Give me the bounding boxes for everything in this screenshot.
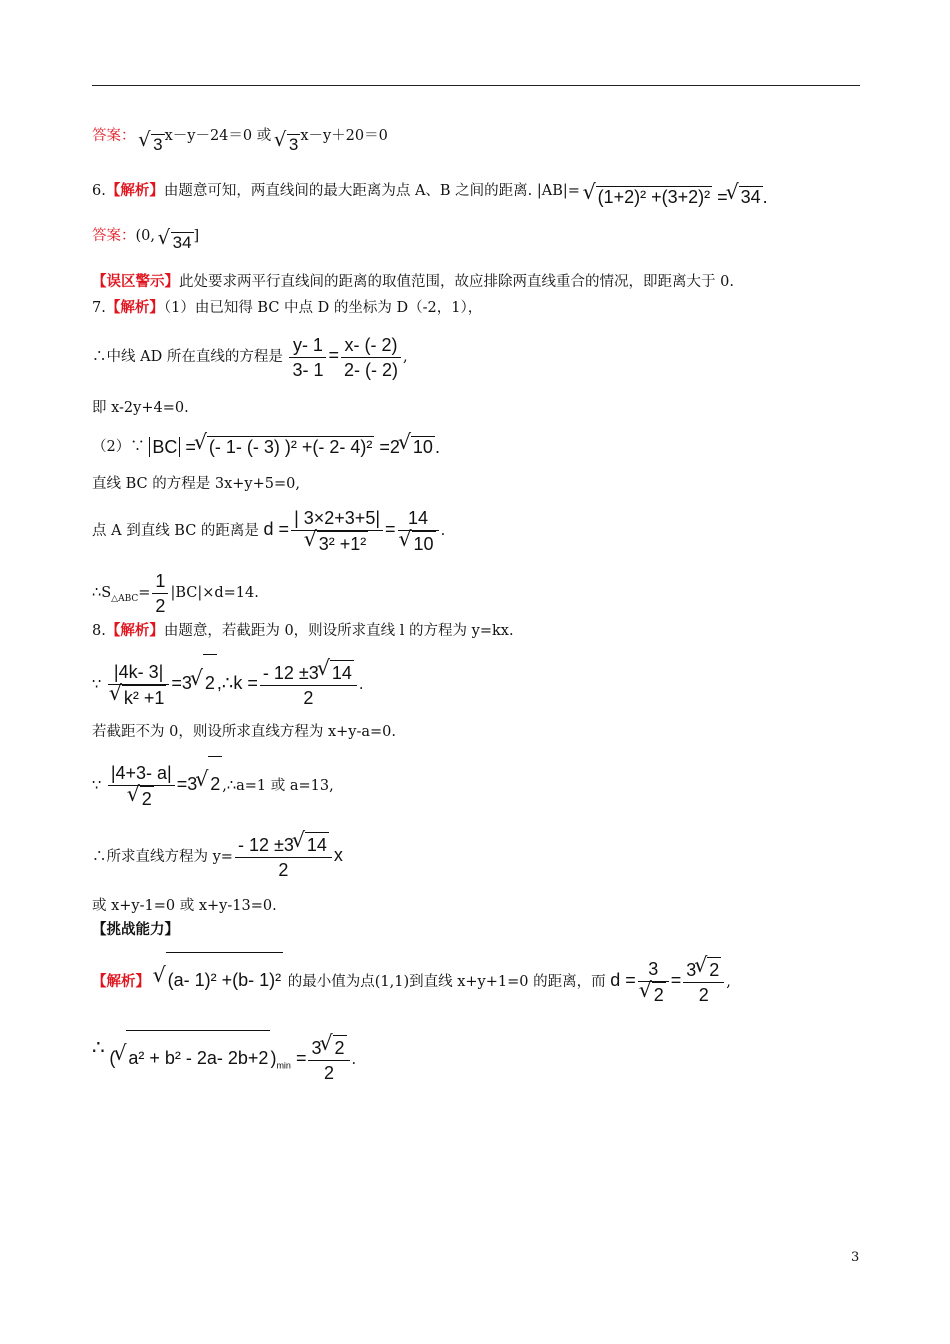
- q8-or-line: [92, 896, 277, 916]
- challenge-heading: [92, 920, 179, 940]
- answer-6-close: ]: [193, 228, 200, 244]
- challenge-expression: (√ a² + b² - 2a- 2b+2 )$_{min}$ =: [109, 1048, 306, 1068]
- q8-text: 由题意，若截距为 0，则设所求直线 l 的方程为 y=kx.: [163, 623, 514, 639]
- q7-fraction-1: $\frac{y- 1}{3- 1}$: [289, 333, 326, 382]
- challenge-text-2: 的最小值为点(1,1)到直线 x+y+1=0 的距离，而: [287, 974, 606, 990]
- answer-6-line: [92, 224, 200, 252]
- q7-bc-equation: [92, 474, 300, 494]
- q7-fraction-2: $\frac{x- (- 2)}{2- (- 2)}$: [341, 333, 401, 382]
- q7-d: d =: [263, 519, 290, 539]
- q7-distance-line: 点 A 到直线 BC 的距离是 d = | 3×2+3+5| √ 3² +1² = 14 √ 10 .: [92, 502, 445, 558]
- q7-text: （1）由已知得 BC 中点 D 的坐标为 D（-2，1），: [163, 300, 483, 316]
- question-8-line: [92, 621, 514, 641]
- answer-6-sqrt: √ 34: [160, 233, 194, 252]
- q7-area-sub: △ABC: [111, 593, 139, 604]
- answer-label: 答案：: [92, 128, 136, 144]
- q8-a-fraction: |4+3- a| √ 2: [108, 761, 175, 811]
- q7-comma: ,: [402, 349, 408, 365]
- q8-k-fraction: $\frac{- 12 \pm 3√ 14}{2}$: [260, 660, 357, 710]
- challenge-text: 【挑战能力】: [92, 921, 179, 938]
- challenge-line: 【解析】 √ (a- 1)² +(b- 1)² 的最小值为点(1,1)到直线 x+y+1=0 的距离，而 d = 3 √ 2 = $\frac{3√ 2}{2}$ ,: [92, 952, 731, 1009]
- warning-tag: 【误区警示】: [92, 273, 179, 290]
- because-symbol-2: ∵: [92, 778, 102, 794]
- q8-x: x: [333, 845, 343, 865]
- sqrt-3: √ 3: [140, 135, 164, 154]
- q8-k-line: ∵ |4k- 3| √ k² +1 =3√ 2 ,∴k = $\frac{- 12 \pm 3√ 14}{2}$ .: [92, 654, 363, 713]
- q8-a-line: ∵ |4+3- a| √ 2 =3√ 2 ,∴a=1 或 a=13,: [92, 756, 334, 813]
- challenge-fraction-1: 3 √ 2: [638, 957, 669, 1007]
- q8-or-text: 或 x+y-1=0 或 x+y-13=0.: [92, 898, 277, 914]
- question-6-line: [92, 178, 768, 207]
- header-rule: [92, 85, 860, 86]
- answer-label-6: 答案：: [92, 228, 136, 244]
- q8-result-line: [92, 828, 343, 884]
- warning-text: 此处要求两平行直线间的距离的取值范围，故应排除两直线重合的情况，即距离大于 0.: [179, 274, 734, 290]
- q8-fraction: |4k- 3| √ k² +1: [108, 660, 170, 710]
- question-7-line: [92, 298, 482, 318]
- q7-distance-fraction: | 3×2+3+5| √ 3² +1²: [291, 506, 383, 556]
- q6-formula: √ (1+2)² +(3+2)² =√ 34 .: [585, 187, 768, 207]
- q6-text: 由题意可知，两直线间的最大距离为点 A、B 之间的距离. |AB|=: [163, 183, 580, 199]
- analysis-tag: 【解析】: [105, 182, 164, 199]
- challenge-fraction-2: $\frac{3√ 2}{2}$: [683, 957, 724, 1007]
- q7-part2: （2）∵: [92, 439, 145, 455]
- q7-number: 7.: [92, 300, 106, 316]
- q7-ad-text: ∴中线 AD 所在直线的方程是: [92, 349, 283, 365]
- answer-5-first: x－y－24＝0 或: [164, 128, 272, 144]
- q7-ji-text: 即 x-2y+4=0.: [92, 400, 189, 416]
- q7-half-fraction: $\frac{1}{2}$: [152, 569, 168, 618]
- answer-6-open: (0,: [135, 228, 155, 244]
- analysis-tag-7: 【解析】: [105, 299, 164, 316]
- q8-result-text: ∴所求直线方程为 y=: [92, 849, 233, 865]
- answer-5-line: [92, 124, 388, 154]
- sqrt-3-b: √ 3: [276, 135, 300, 154]
- q7-ad-line: ∴中线 AD 所在直线的方程是 $\frac{y- 1}{3- 1}$ = $\frac{x- (- 2)}{2- (- 2)}$ ,: [92, 334, 408, 380]
- challenge-radical: √ (a- 1)² +(b- 1)²: [155, 970, 284, 990]
- answer-5-second: x－y＋20＝0: [300, 128, 388, 144]
- q8-nonzero-text: 若截距不为 0，则设所求直线方程为 x+y-a=0.: [92, 724, 396, 740]
- q8-a-result: ,∴a=1 或 a=13,: [222, 778, 334, 794]
- q8-result-fraction: $\frac{- 12 \pm 3√ 14}{2}$: [235, 832, 332, 882]
- warning-line: [92, 272, 734, 292]
- q7-bcline-text: 直线 BC 的方程是 3x+y+5=0,: [92, 476, 300, 492]
- q7-area-rest: |BC|×d=14.: [170, 585, 259, 601]
- q7-bc-formula: BC =√ (- 1- (- 3) )² +(- 2- 4)² =2√ 10 .: [149, 437, 440, 457]
- analysis-tag-8: 【解析】: [105, 622, 164, 639]
- because-symbol: ∵: [92, 677, 102, 693]
- challenge-result-line: ∴ (√ a² + b² - 2a- 2b+2 )$_{min}$ = $\frac{3√ 2}{2}$ .: [92, 1030, 356, 1093]
- q7-area-prefix: ∴S: [92, 585, 112, 601]
- q8-nonzero-line: [92, 722, 396, 742]
- q7-ji-line: [92, 398, 189, 418]
- q7-distance-result: 14 √ 10: [398, 506, 439, 556]
- q7-area-line: [92, 568, 259, 624]
- therefore-symbol: ∴: [92, 1035, 105, 1059]
- challenge-result-fraction: $\frac{3√ 2}{2}$: [308, 1035, 349, 1085]
- q7-bc-line: [92, 434, 440, 457]
- page-number: 3: [851, 1250, 860, 1265]
- analysis-tag-challenge: 【解析】: [92, 973, 150, 990]
- q6-number: 6.: [92, 183, 106, 199]
- q7-area-eq: =: [138, 585, 151, 601]
- q8-number: 8.: [92, 623, 106, 639]
- challenge-d: d =: [610, 970, 636, 990]
- q7-dist-text: 点 A 到直线 BC 的距离是: [92, 523, 259, 539]
